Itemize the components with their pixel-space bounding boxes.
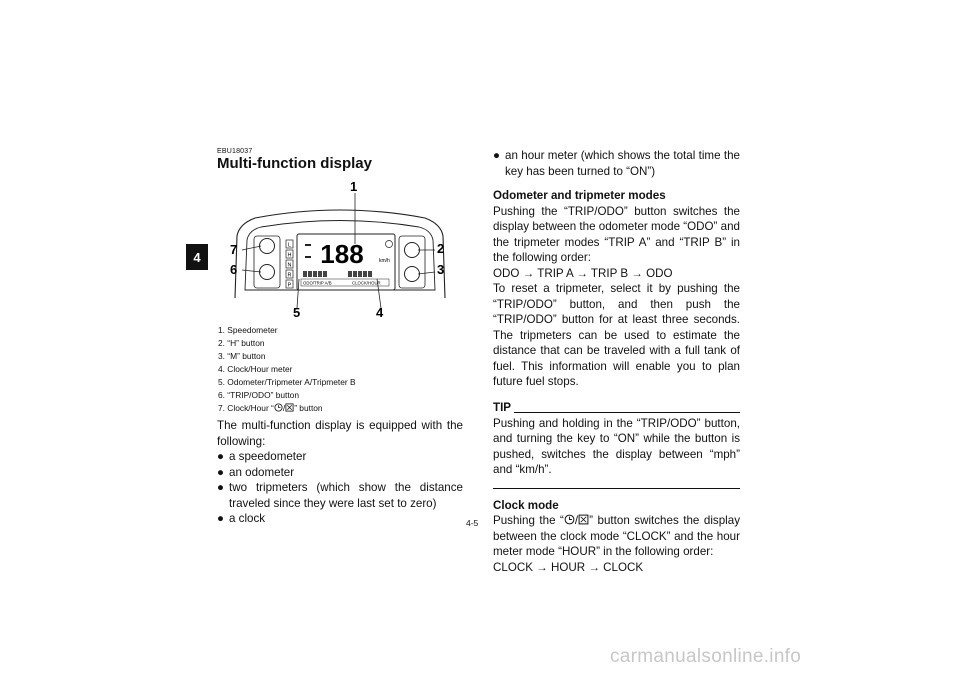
h-button [405,243,420,258]
page-number: 4-5 [466,518,479,528]
svg-text:R: R [287,272,292,279]
list-item: ● a speedometer [217,450,307,463]
caption-item: 1. Speedometer [218,325,278,335]
svg-text:P: P [287,282,292,289]
trip-odo-button [260,265,275,280]
caption-item: 5. Odometer/Tripmeter A/Tripmeter B [218,377,356,387]
odo-paragraph: Pushing the “TRIP/ODO” button switches the display between the odometer mode “ODO” and the tripmeter modes “TRIP A” and “TRIP B” in the following order: [493,204,740,264]
gear-indicators [286,240,293,289]
caption-item: 6. “TRIP/ODO” button [218,390,299,400]
clock-hour-button [260,239,275,254]
caption-item: 4. Clock/Hour meter [218,364,293,374]
m-button [405,267,420,282]
figure-captions [218,324,356,415]
hourglass-icon [578,514,589,525]
tip-header: TIP [493,399,740,413]
callout-5: 5 [293,305,301,318]
multi-function-display-figure [217,180,463,318]
callout-1: 1 [350,180,358,194]
lcd-speed-digits: 188 [320,239,364,269]
svg-text:ODO/TRIP A/B: ODO/TRIP A/B [303,280,332,286]
odo-sequence: ODO → TRIP A → TRIP B → ODO [493,266,673,280]
hourglass-icon [285,403,294,412]
callout-3: 3 [437,262,445,277]
clock-icon [564,514,575,525]
tip-text: Pushing and holding in the “TRIP/ODO” button, and turning the key to “ON” while the button is pushed, switches the display between “mph” and “km/h”. [493,416,740,476]
callout-7: 7 [230,242,238,257]
svg-text:H: H [287,252,292,259]
clock-heading: Clock mode [493,498,559,512]
section-code: EBU18037 [217,148,253,155]
list-item: ● a clock [217,512,266,525]
watermark: carmanualsonline.info [610,646,802,667]
svg-text:L: L [287,242,292,249]
feature-list [217,449,463,527]
lcd-odometer-digits [303,271,372,277]
intro-paragraph: The multi-function display is equipped with the following: [217,419,463,448]
list-item: ● an odometer [217,465,295,479]
intro-section [217,418,463,527]
odo-reset-paragraph: To reset a tripmeter, select it by pushing the “TRIP/ODO” button, and then push the “TRIP/ODO” button for at least three seconds. The tripmeters can be used to estimate the distance that can be traveled with a full tank of fuel. This information will enable you to plan future fuel stops. [493,282,740,388]
callout-4: 4 [376,305,384,318]
section-title: Multi-function display [217,155,372,172]
lcd-unit: km/h [379,258,390,264]
caption-item: 7. Clock/Hour “ / ” button [218,403,323,413]
lcd-bars [305,244,311,258]
svg-text:CLOCK/HOUR: CLOCK/HOUR [352,280,381,286]
feature-list-continued [493,148,740,179]
chapter-tab: 4 [186,244,208,270]
warning-icon [386,241,393,248]
clock-paragraph: Pushing the “ / ” button switches the display between the clock mode “CLOCK” and the hour meter mode “HOUR” in the following order: [493,514,740,558]
caption-item: 3. “M” button [218,351,266,361]
list-item: ● an hour meter (which shows the total time the key has been turned to “ON”) [493,149,740,178]
caption-item: 2. “H” button [218,338,265,348]
right-column [493,148,740,575]
clock-icon [274,403,283,412]
svg-text:N: N [287,262,292,269]
callout-2: 2 [437,241,445,256]
clock-sequence: CLOCK → HOUR → CLOCK [493,560,644,574]
callout-6: 6 [230,262,238,277]
odo-heading: Odometer and tripmeter modes [493,189,666,202]
list-item: ● two tripmeters (which show the distance traveled since they were last set to zero) [217,481,463,510]
